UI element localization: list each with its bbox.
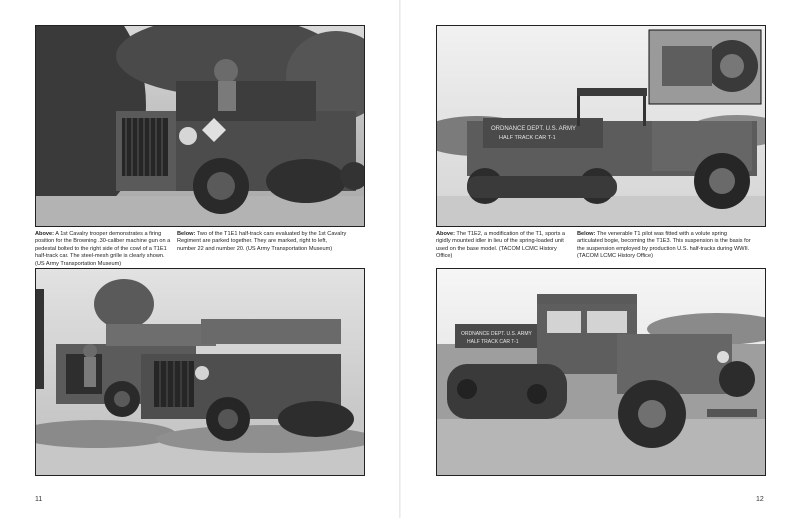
caption-top-left	[35, 231, 171, 268]
caption-label: Below:	[577, 231, 596, 237]
caption-top-left-on-right-page	[436, 231, 573, 261]
photo-two-t1e1-half-tracks	[35, 268, 365, 476]
caption-top-right-on-left-page	[177, 231, 347, 253]
right-page	[400, 0, 800, 518]
caption-top-right	[577, 231, 753, 261]
photo-t1e3-half-track	[436, 268, 766, 476]
vehicle-marking-line-1: ORDNANCE DEPT. U.S. ARMY	[491, 126, 577, 132]
caption-text: Two of the T1E1 half-track cars evaluated by the 1st Cavalry Regiment are parked together. They are marked, right to left, number 22 and number 20. (US Army Transportation Museum)	[177, 231, 347, 252]
page-number-left: 11	[35, 496, 43, 503]
page-number-right: 12	[756, 496, 764, 503]
vehicle-marking-line-2: HALF TRACK CAR T-1	[467, 339, 519, 345]
vehicle-marking-line-2: HALF TRACK CAR T-1	[499, 135, 556, 141]
caption-label: Below:	[177, 231, 196, 237]
photo-cavalry-trooper-machine-gun	[35, 25, 365, 227]
caption-text: The venerable T1 pilot was fitted with a volute spring articulated bogie, becoming the T1E3. This suspension is the basis for the suspension employed by production U.S. half-tracks during WWII. (TACOM LCMC History Office)	[577, 231, 751, 260]
caption-label: Above:	[35, 231, 54, 237]
photo-t1e2-half-track	[436, 25, 766, 227]
caption-text: A 1st Cavalry trooper demonstrates a firing position for the Browning .30-caliber machine gun on a pedestal bolted to the right side of the cowl of a T1E1 half-track car. The steel-mesh grille is clearly shown. (US Army Transportation Museum)	[35, 231, 171, 267]
vehicle-marking-line-1: ORDNANCE DEPT. U.S. ARMY	[461, 331, 532, 337]
caption-label: Above:	[436, 231, 455, 237]
caption-text: The T1E2, a modification of the T1, sports a rigidly mounted idler in lieu of the spring-loaded unit used on the base model. (TACOM LCMC History Office)	[436, 231, 566, 260]
